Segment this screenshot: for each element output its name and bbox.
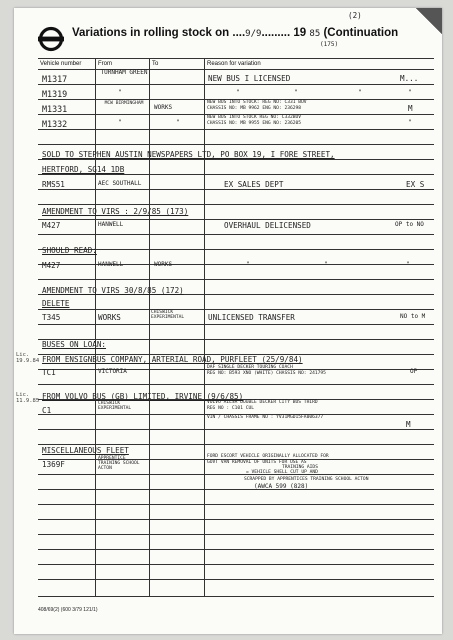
should-read-heading: SHOULD READ: [42, 246, 97, 255]
delete-label: DELETE [42, 299, 70, 308]
from-value: HANWELL [98, 221, 124, 228]
status-code: OP to NO [395, 221, 424, 228]
reason-value: EX SALES DEPT [224, 180, 284, 189]
col-divider-3 [204, 58, 205, 596]
reason-line: (AWCA 599 (828) [254, 483, 309, 490]
vehicle-number: M1332 [42, 119, 68, 129]
from-value: VICTORIA [98, 368, 127, 375]
reason-value: UNLICENSED TRANSFER [208, 313, 295, 322]
row-rule [38, 204, 434, 205]
status-code: M... [400, 74, 419, 83]
reason-line: VIN / CHASSIS FRAME NO : YV31MGD15FA006377 [207, 415, 324, 420]
row-rule [38, 596, 434, 597]
status-code: " [406, 261, 410, 268]
page-corner-shadow [416, 8, 442, 34]
title-dots: ......... [261, 27, 291, 39]
status-code: M [406, 420, 411, 429]
reason-line: CHASSIS NO: MB 9955 ENG NO: 236205 [207, 121, 302, 126]
to-value: " [176, 119, 180, 126]
amendment-heading: AMENDMENT TO VIRS : 2/9/85 (173) [42, 207, 189, 216]
vehicle-number: M1317 [42, 74, 68, 84]
margin-note-text: Lic. 19.9.84 [16, 352, 40, 364]
status-code: M [408, 104, 413, 113]
ditto-mark: " [294, 89, 298, 96]
col-divider-2 [149, 58, 150, 596]
reason-line: NEW BUS INTO STOCK: REG NO: C331 BUV [207, 100, 307, 105]
loan-source: FROM ENSIGNBUS COMPANY, ARTERIAL ROAD, PURFLEET (25/9/84) [42, 355, 303, 364]
amendment-heading: AMENDMENT TO VIRS 30/8/85 (172) [42, 286, 184, 295]
to-value: CHISWICK EXPERIMENTAL [151, 310, 185, 320]
row-rule [38, 189, 434, 190]
row-rule [38, 504, 434, 505]
reason-line: DAF SINGLE DECKER TOURING COACH [207, 365, 293, 370]
row-rule [38, 549, 434, 550]
from-value: " [118, 119, 122, 126]
row-rule [38, 234, 434, 235]
reason-line: = VEHICLE SHELL CUT UP AND [246, 470, 318, 475]
col-vehicle-number: Vehicle number [40, 61, 82, 67]
sheet-number: (2) [348, 11, 362, 20]
status-code: OP [410, 368, 418, 375]
reason-line: SCRAPPED BY APPRENTICES TRAINING SCHOOL ACTON [244, 477, 369, 482]
to-value: WORKS [154, 261, 173, 268]
col-divider-1 [95, 58, 96, 596]
reason-line: REG NO: B593 XNO (WHITE) CHASSIS NO: 241795 [207, 371, 326, 376]
row-rule [38, 249, 434, 250]
row-rule [38, 429, 434, 430]
form-reference: 408/69(2) (600 3/79 121/1) [38, 607, 98, 613]
vehicle-number: TC1 [42, 368, 56, 377]
title-prefix: Variations in rolling stock on .... [72, 27, 246, 39]
roundel-logo-icon [38, 26, 64, 52]
row-rule [38, 174, 434, 175]
sold-address: HERTFORD, SG14 1DB [42, 165, 125, 174]
header-ref: (175) [320, 41, 339, 48]
margin-note-text: Lic. 11.9.85 [16, 392, 40, 404]
status-code: " [408, 119, 412, 126]
row-rule [38, 219, 434, 220]
vehicle-number: M1319 [42, 89, 68, 99]
title-year-prefix: 19 [293, 27, 307, 39]
vehicle-number: M427 [42, 261, 61, 270]
title-suffix: (Continuation [323, 27, 399, 39]
header-top-rule [38, 58, 434, 59]
from-value: TURNHAM GREEN [100, 69, 148, 76]
misc-heading: MISCELLANEOUS FLEET [42, 446, 129, 455]
from-value: APPRENTICE TRAINING SCHOOL ACTON [98, 456, 140, 471]
sold-heading: SOLD TO STEPHEN AUSTIN NEWSPAPERS LTD, PO BOX 19, I FORE STREET, [42, 150, 335, 159]
ditto-mark: " [236, 89, 240, 96]
reason-line: FORD ESCORT VEHICLE ORIGINALLY ALLOCATED FOR [207, 454, 329, 459]
status-code: " [408, 89, 412, 96]
col-to: To [152, 61, 159, 67]
col-from: From [98, 61, 112, 67]
reason-line: CHASSIS NO: MB 9962 ENG NO: 236298 [207, 106, 302, 111]
reason-line: NEW BUS INTO STOCK REG NO: C332BUV [207, 115, 302, 120]
row-rule [38, 474, 434, 475]
reason-line: REG NO : C101 CUL [207, 406, 255, 411]
row-rule [38, 564, 434, 565]
header-bottom-rule [38, 69, 434, 70]
ditto-mark: " [246, 261, 250, 268]
row-rule [38, 384, 434, 385]
title-year: 85 [309, 29, 321, 39]
vehicle-number: T345 [42, 313, 61, 322]
to-value: WORKS [154, 104, 173, 111]
from-value: WORKS [98, 313, 121, 322]
vehicle-number: 1369F [42, 460, 65, 469]
row-rule [38, 444, 434, 445]
row-rule [38, 519, 434, 520]
row-rule [38, 579, 434, 580]
vehicle-number: C1 [42, 406, 52, 415]
from-value: AEC SOUTHALL [98, 180, 142, 187]
row-rule [38, 324, 434, 325]
loan-source: FROM VOLVO BUS (GB) LIMITED, IRVINE (9/6/85) [42, 392, 244, 401]
from-value: " [118, 89, 122, 96]
vehicle-number: RMS51 [42, 180, 65, 189]
reason-value: OVERHAUL DELICENSED [224, 221, 311, 230]
status-code: NO to M [400, 313, 426, 320]
margin-note [16, 352, 39, 364]
loan-heading: BUSES ON LOAN: [42, 340, 107, 349]
row-rule [38, 84, 434, 85]
ditto-mark: " [358, 89, 362, 96]
from-value: HANWELL [98, 261, 124, 268]
from-value: MCW BIRMINGHAM [104, 101, 144, 106]
row-rule [38, 534, 434, 535]
ditto-mark: " [324, 261, 328, 268]
reason-line: TRAINING AIDS [282, 465, 318, 470]
row-rule [38, 309, 434, 310]
row-rule [38, 489, 434, 490]
vehicle-number: M427 [42, 221, 61, 230]
title-date: 9/9 [245, 29, 262, 39]
reason-value: NEW BUS I LICENSED [208, 74, 291, 83]
col-reason: Reason for variation [207, 61, 261, 67]
document-sheet [14, 8, 442, 634]
row-rule [38, 279, 434, 280]
margin-note [16, 392, 39, 404]
row-rule [38, 159, 434, 160]
vehicle-number: M1331 [42, 104, 68, 114]
from-value: CHISWICK EXPERIMENTAL [98, 401, 132, 411]
row-rule [38, 144, 434, 145]
reason-line: GOVT VAN REMOVAL OF UNITS FOR USE AS [207, 460, 307, 465]
reason-line: VOLVO AILSA DOUBLE DECKER CITY BUS THIRD [207, 400, 318, 405]
row-rule [38, 129, 434, 130]
page-title [72, 27, 398, 39]
status-code: EX S [406, 180, 425, 189]
